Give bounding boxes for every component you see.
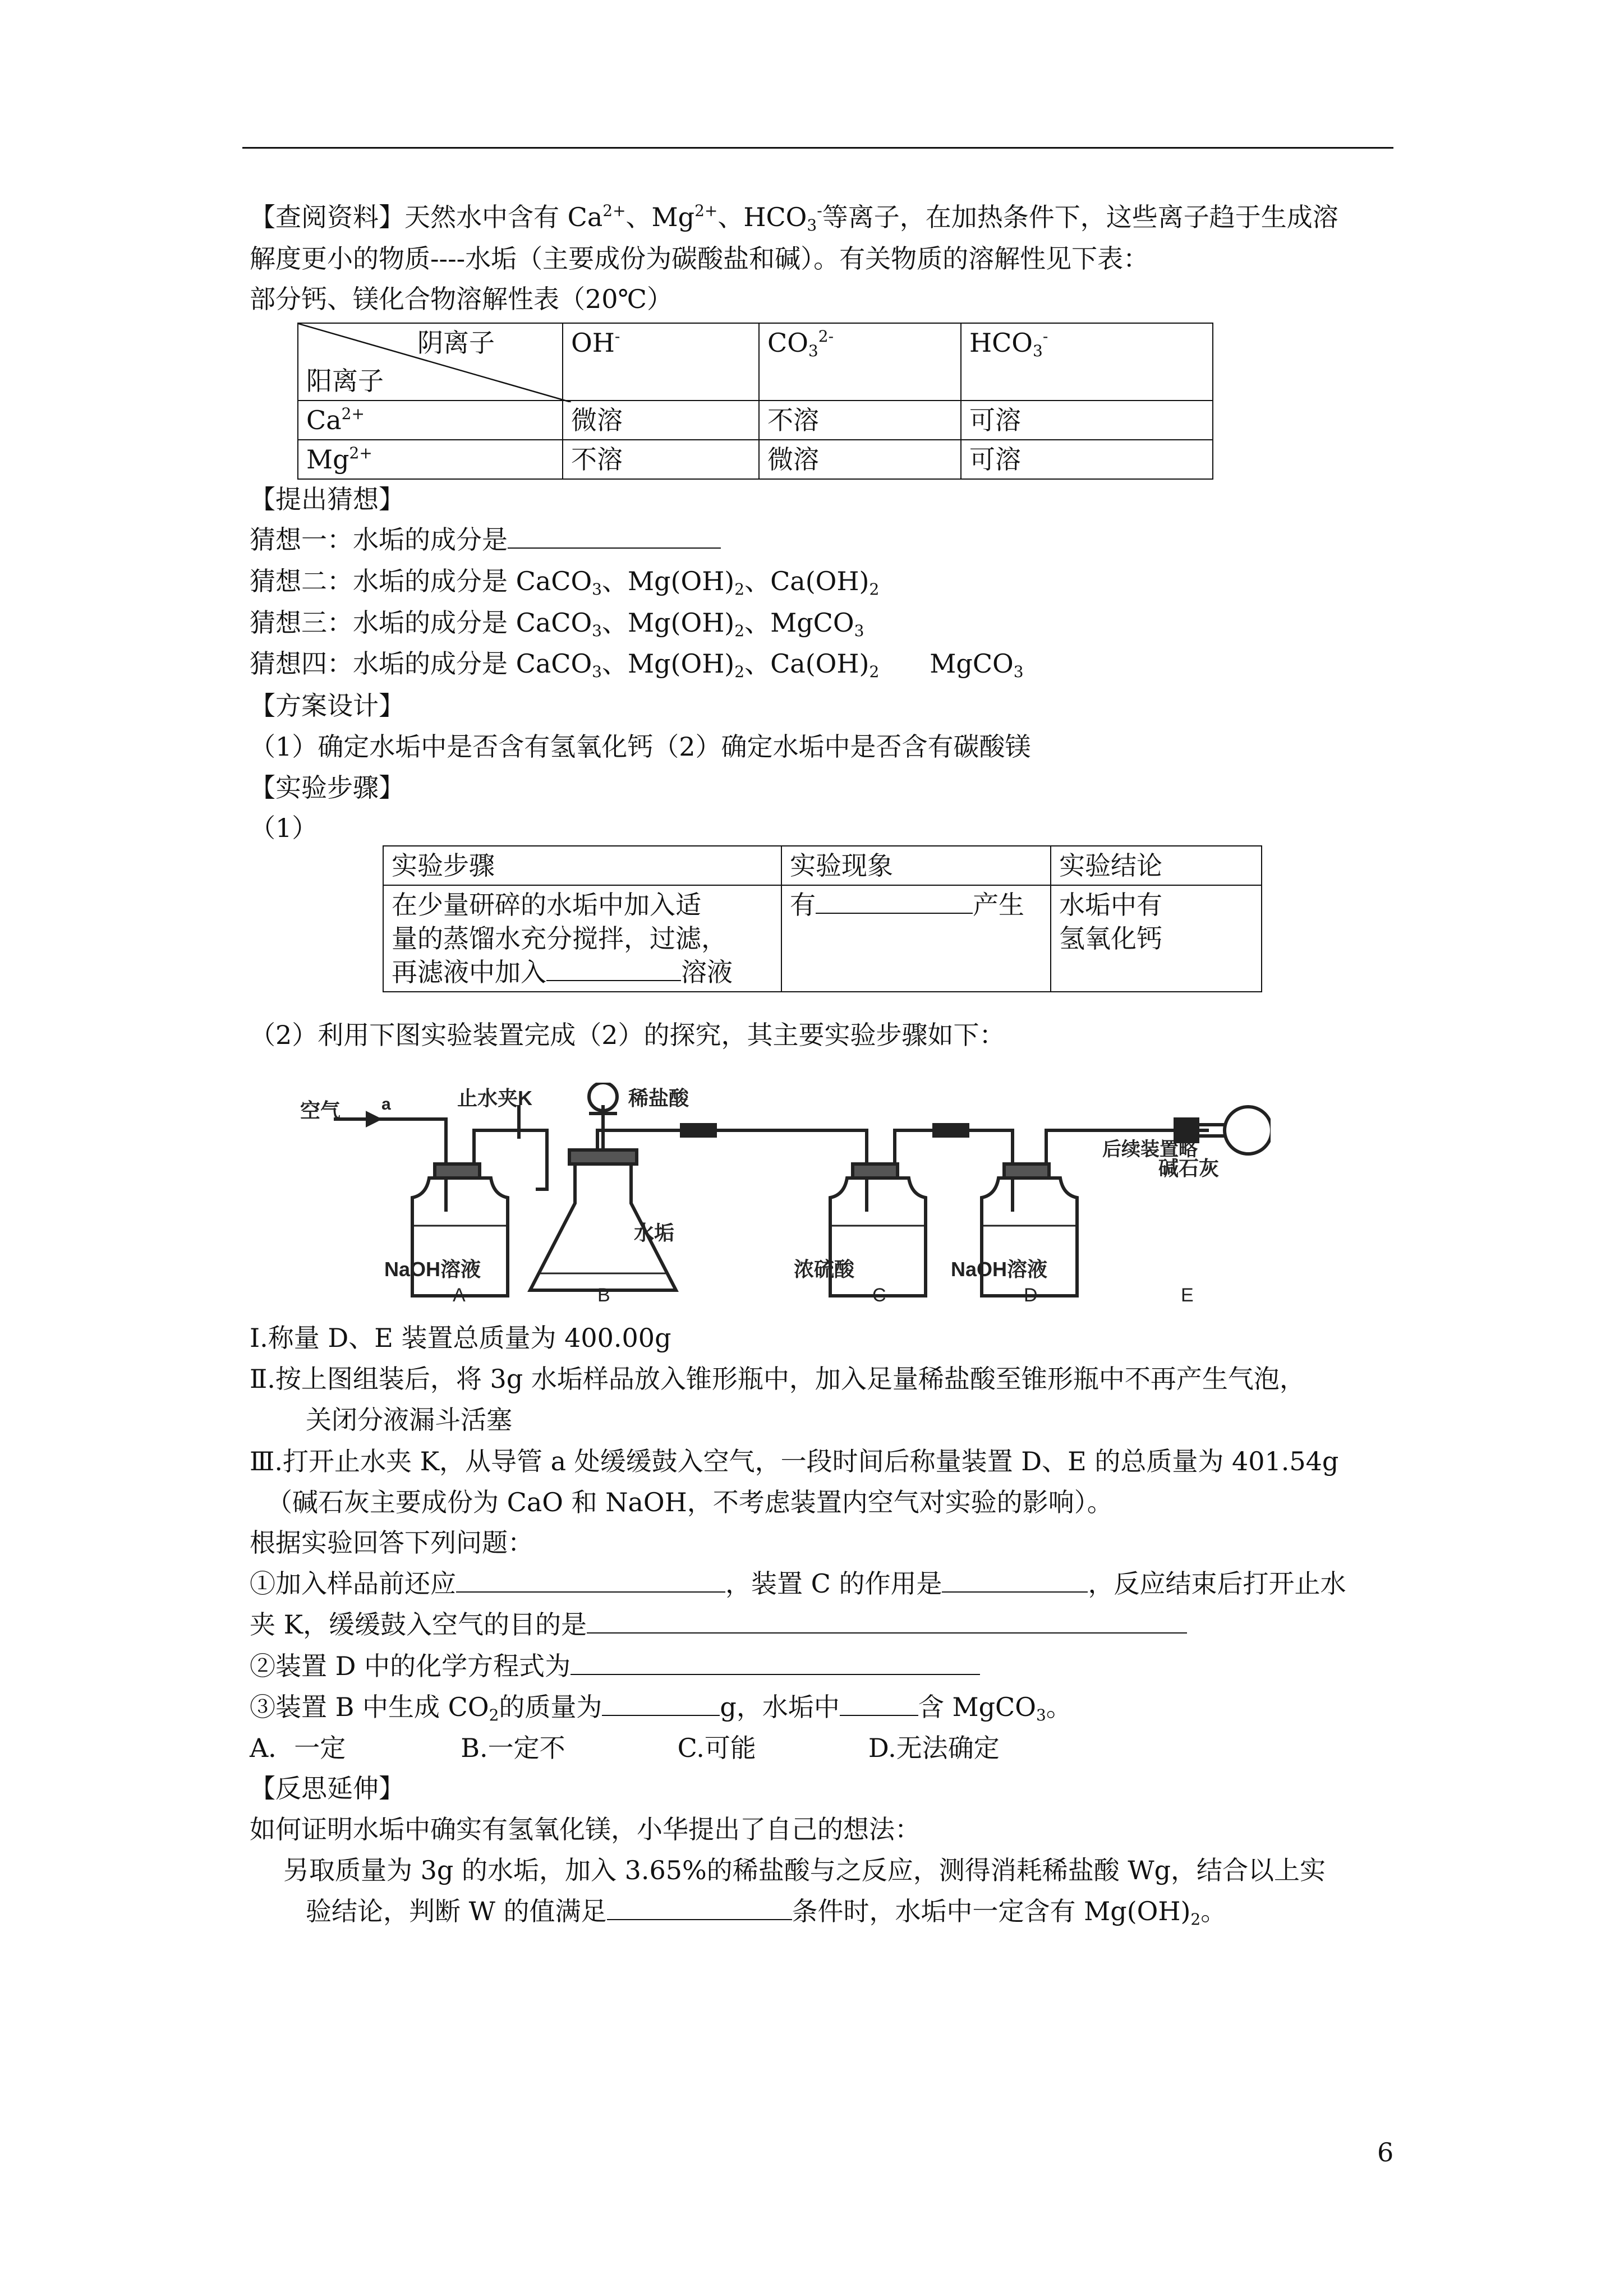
page-number: 6 (1377, 2137, 1394, 2168)
option-c[interactable]: C.可能 (677, 1733, 756, 1763)
procedure-step-3-cont: （碱石灰主要成份为 CaO 和 NaOH，不考虑装置内空气对实验的影响）。 (266, 1487, 1113, 1517)
label-scale: 水垢 (634, 1221, 675, 1244)
question-3: ③装置 B 中生成 $CO_2$的质量为 g，水垢中 含 MgCO$_3$。 (250, 1690, 1072, 1724)
reflection-line-2: 另取质量为 3g 的水垢，加入 3.65%的稀盐酸与之反应，测得消耗稀盐酸 Wg，结合以上实 (283, 1855, 1326, 1885)
cation-header: 阳离子 (306, 366, 384, 396)
intro-line-1: 【查阅资料】天然水中含有 $Ca^{2+}$、$Mg^{2+}$、$HCO_3^-$等离子，在加热条件下，这些离子趋于生成溶 (250, 201, 1338, 234)
table-corner-cell (298, 323, 563, 401)
label-E: E (1181, 1285, 1194, 1306)
anion-header: 阴离子 (417, 328, 495, 358)
label-acid: 稀盐酸 (628, 1087, 689, 1110)
reagent-blank[interactable] (546, 955, 681, 981)
conclusion-cell: 水垢中有 氢氧化钙 (1051, 885, 1262, 992)
question-1-cont: 夹 K，缓缓鼓入空气的目的是 (250, 1608, 1187, 1641)
label-clamp: 止水夹K (457, 1087, 532, 1110)
answer-blank[interactable] (602, 1690, 720, 1716)
procedure-step-3: Ⅲ.打开止水夹 K，从导管 a 处缓缓鼓入空气，一段时间后称量装置 D、E 的总质量为 401.54g (250, 1446, 1339, 1476)
questions-intro: 根据实验回答下列问题： (250, 1527, 533, 1558)
answer-blank[interactable] (607, 1894, 792, 1920)
answer-blank[interactable] (571, 1649, 980, 1675)
reflection-heading: 【反思延伸】 (250, 1773, 404, 1803)
col-oh: OH- (563, 323, 759, 401)
table-row: $Ca^{2+}$ 微溶 不溶 可溶 (298, 401, 1213, 440)
experiment-table (383, 845, 1262, 992)
procedure-step-2: Ⅱ.按上图组装后，将 3g 水垢样品放入锥形瓶中，加入足量稀盐酸至锥形瓶中不再产生气泡， (250, 1364, 1305, 1394)
question-1: ①加入样品前还应 ，装置 C 的作用是 ，反应结束后打开止水 (250, 1567, 1346, 1600)
phenomenon-blank[interactable] (816, 888, 973, 914)
label-D: D (1024, 1285, 1038, 1306)
hypothesis-3: 猜想三：水垢的成分是 CaCO$_3$、$Mg(OH)_2$、MgCO$_3$ (250, 608, 864, 640)
design-heading: 【方案设计】 (250, 691, 404, 721)
answer-blank[interactable] (456, 1567, 725, 1593)
table-row: $Mg^{2+}$ 不溶 微溶 可溶 (298, 440, 1213, 479)
procedure-step-2-cont: 关闭分液漏斗活塞 (306, 1405, 512, 1435)
header-step: 实验步骤 (383, 846, 781, 885)
header-rule (242, 147, 1393, 149)
answer-blank[interactable] (587, 1608, 1187, 1634)
hypothesis-4: 猜想四：水垢的成分是 CaCO$_3$、$Mg(OH)_2$、$Ca(OH)_2$ MgCO$_3$ (250, 648, 1024, 681)
hypothesis-heading: 【提出猜想】 (250, 484, 404, 514)
answer-blank[interactable] (942, 1567, 1088, 1593)
intro-line-2: 解度更小的物质----水垢（主要成份为碳酸盐和碱）。有关物质的溶解性见下表： (250, 243, 1149, 274)
steps-heading: 【实验步骤】 (250, 772, 404, 803)
question-3-options (250, 1731, 1000, 1765)
hypothesis-2: 猜想二：水垢的成分是 CaCO$_3$、$Mg(OH)_2$、$Ca(OH)_2$ (250, 566, 880, 599)
hypothesis-1: 猜想一：水垢的成分是 (250, 523, 721, 556)
part-1-label: （1） (250, 813, 318, 843)
solubility-table (297, 323, 1213, 480)
label-a: a (381, 1095, 391, 1114)
label-C: C (872, 1285, 886, 1306)
header-conclusion: 实验结论 (1051, 846, 1262, 885)
design-text: （1）确定水垢中是否含有氢氧化钙（2）确定水垢中是否含有碳酸镁 (250, 731, 1031, 762)
reflection-line-1: 如何证明水垢中确实有氢氧化镁，小华提出了自己的想法： (250, 1814, 921, 1844)
col-co3: $CO_3^{2-}$ (759, 323, 961, 401)
label-air: 空气 (300, 1099, 341, 1122)
answer-blank[interactable] (508, 523, 721, 549)
label-B: B (597, 1285, 610, 1306)
answer-blank[interactable] (840, 1690, 918, 1716)
apparatus-diagram (283, 1083, 1271, 1307)
option-b[interactable]: B.一定不 (461, 1733, 565, 1763)
label-A: A (453, 1285, 466, 1306)
question-2: ②装置 D 中的化学方程式为 (250, 1649, 980, 1683)
part-2-text: （2）利用下图实验装置完成（2）的探究，其主要实验步骤如下： (250, 1020, 1005, 1050)
table-caption: 部分钙、镁化合物溶解性表（20℃） (250, 284, 673, 314)
step-cell: 在少量研碎的水垢中加入适 量的蒸馏水充分搅拌，过滤， 再滤液中加入 溶液 (383, 885, 781, 992)
reflection-line-3: 验结论，判断 W 的值满足 条件时，水垢中一定含有 $Mg(OH)_2$。 (306, 1894, 1226, 1928)
col-hco3: $HCO_3^-$ (961, 323, 1213, 401)
table-row (383, 885, 1262, 992)
option-a[interactable]: A．一定 (250, 1733, 346, 1763)
label-omit: 后续装置略 (1102, 1139, 1198, 1160)
procedure-step-1: Ⅰ.称量 D、E 装置总质量为 400.00g (250, 1323, 671, 1353)
label-naoh-d: NaOH溶液 (951, 1258, 1048, 1281)
phenomenon-cell: 有 产生 (781, 885, 1051, 992)
label-naoh-a: NaOH溶液 (384, 1258, 481, 1281)
option-d[interactable]: D.无法确定 (868, 1733, 1000, 1763)
label-h2so4: 浓硫酸 (794, 1258, 855, 1281)
label-soda-lime: 碱石灰 (1158, 1157, 1220, 1180)
header-phenomenon: 实验现象 (781, 846, 1051, 885)
